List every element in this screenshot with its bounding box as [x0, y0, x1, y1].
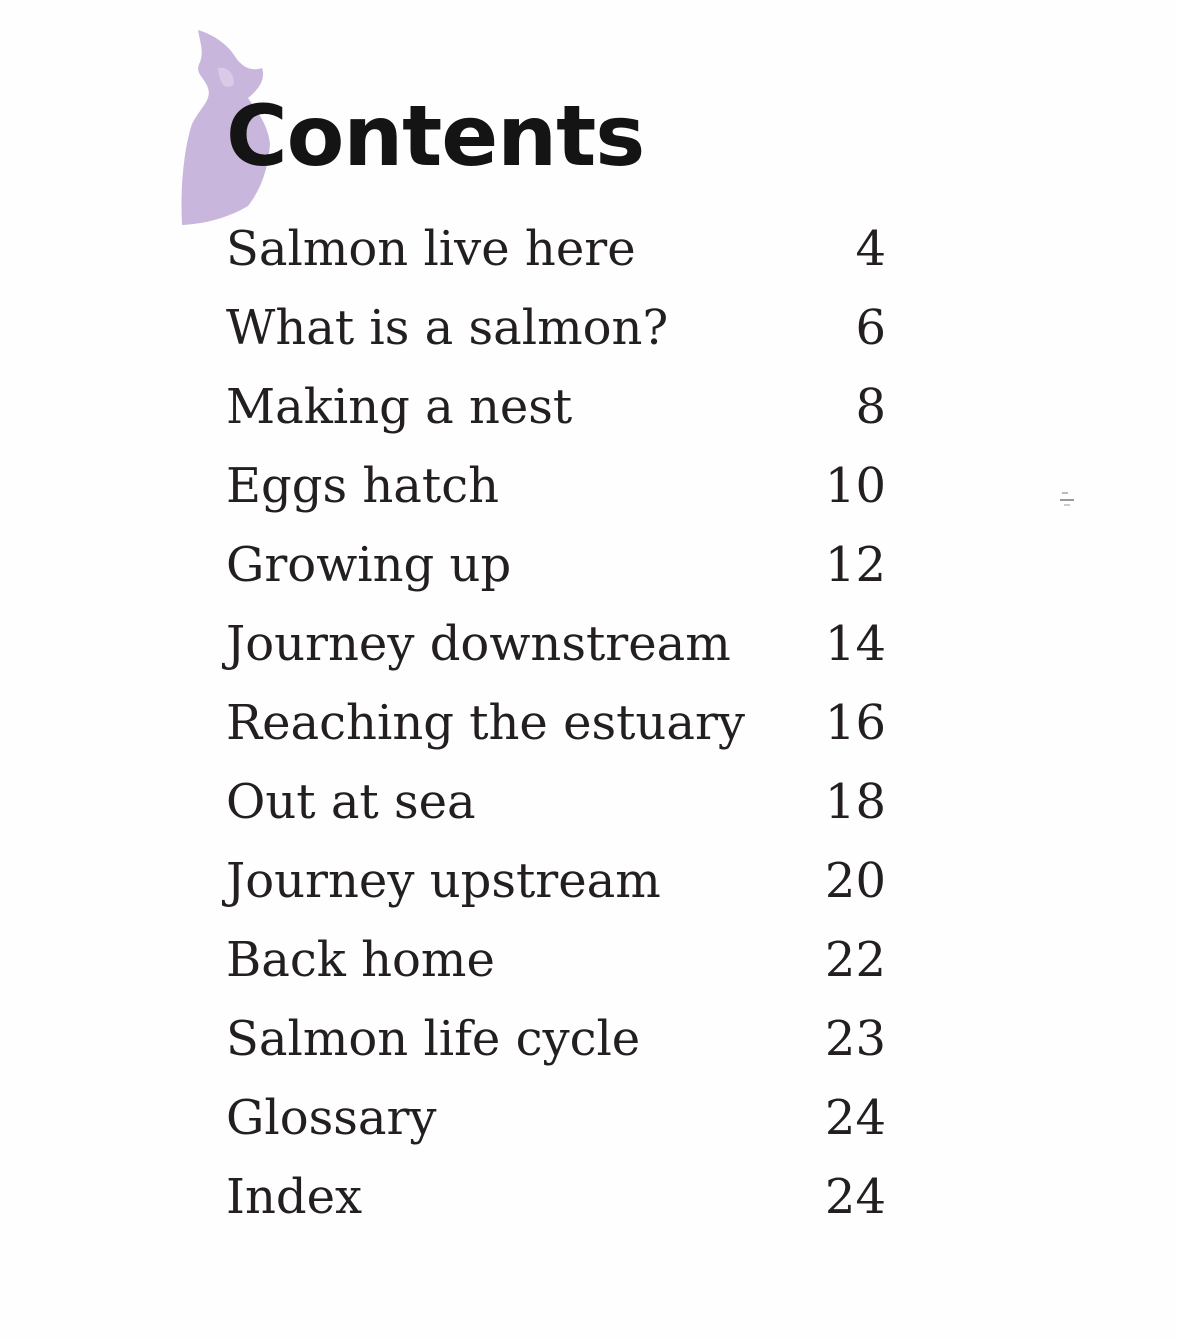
toc-entry-page: 14 [824, 616, 886, 672]
toc-entry-label: Index [226, 1169, 363, 1225]
toc-entry-page: 16 [824, 695, 886, 751]
toc-entry-label: Glossary [226, 1090, 437, 1146]
toc-entry[interactable] [226, 763, 886, 842]
toc-entry-page: 6 [855, 300, 886, 356]
toc-entry[interactable] [226, 1000, 886, 1079]
toc-entry[interactable] [226, 605, 886, 684]
toc-entry[interactable] [226, 1158, 886, 1237]
toc-entry-page: 18 [824, 774, 886, 830]
toc-entry-page: 22 [824, 932, 886, 988]
toc-entry-page: 24 [824, 1169, 886, 1225]
toc-entry[interactable] [226, 289, 886, 368]
toc-entry-label: Journey downstream [226, 616, 731, 672]
toc-entry[interactable] [226, 921, 886, 1000]
toc-entry-page: 8 [855, 379, 886, 435]
toc-entry-page: 10 [824, 458, 886, 514]
toc-entry[interactable] [226, 447, 886, 526]
toc-entry-page: 4 [855, 221, 886, 277]
toc-entry[interactable] [226, 526, 886, 605]
toc-entry-label: Journey upstream [226, 853, 661, 909]
toc-entry[interactable] [226, 368, 886, 447]
toc-entry-page: 12 [824, 537, 886, 593]
table-of-contents [226, 210, 886, 1237]
print-speck-decoration [1058, 488, 1076, 508]
toc-entry-label: What is a salmon? [226, 300, 669, 356]
toc-entry-label: Out at sea [226, 774, 476, 830]
toc-entry-page: 24 [824, 1090, 886, 1146]
toc-entry-label: Eggs hatch [226, 458, 499, 514]
toc-entry-page: 23 [824, 1011, 886, 1067]
toc-entry-label: Salmon life cycle [226, 1011, 641, 1067]
toc-entry-label: Making a nest [226, 379, 573, 435]
toc-entry[interactable] [226, 1079, 886, 1158]
toc-entry[interactable] [226, 210, 886, 289]
toc-entry-label: Back home [226, 932, 495, 988]
toc-entry-label: Growing up [226, 537, 512, 593]
toc-entry-label: Reaching the estuary [226, 695, 745, 751]
toc-entry-label: Salmon live here [226, 221, 636, 277]
toc-entry[interactable] [226, 842, 886, 921]
toc-entry[interactable] [226, 684, 886, 763]
toc-entry-page: 20 [824, 853, 886, 909]
page-title: Contents [226, 87, 645, 185]
